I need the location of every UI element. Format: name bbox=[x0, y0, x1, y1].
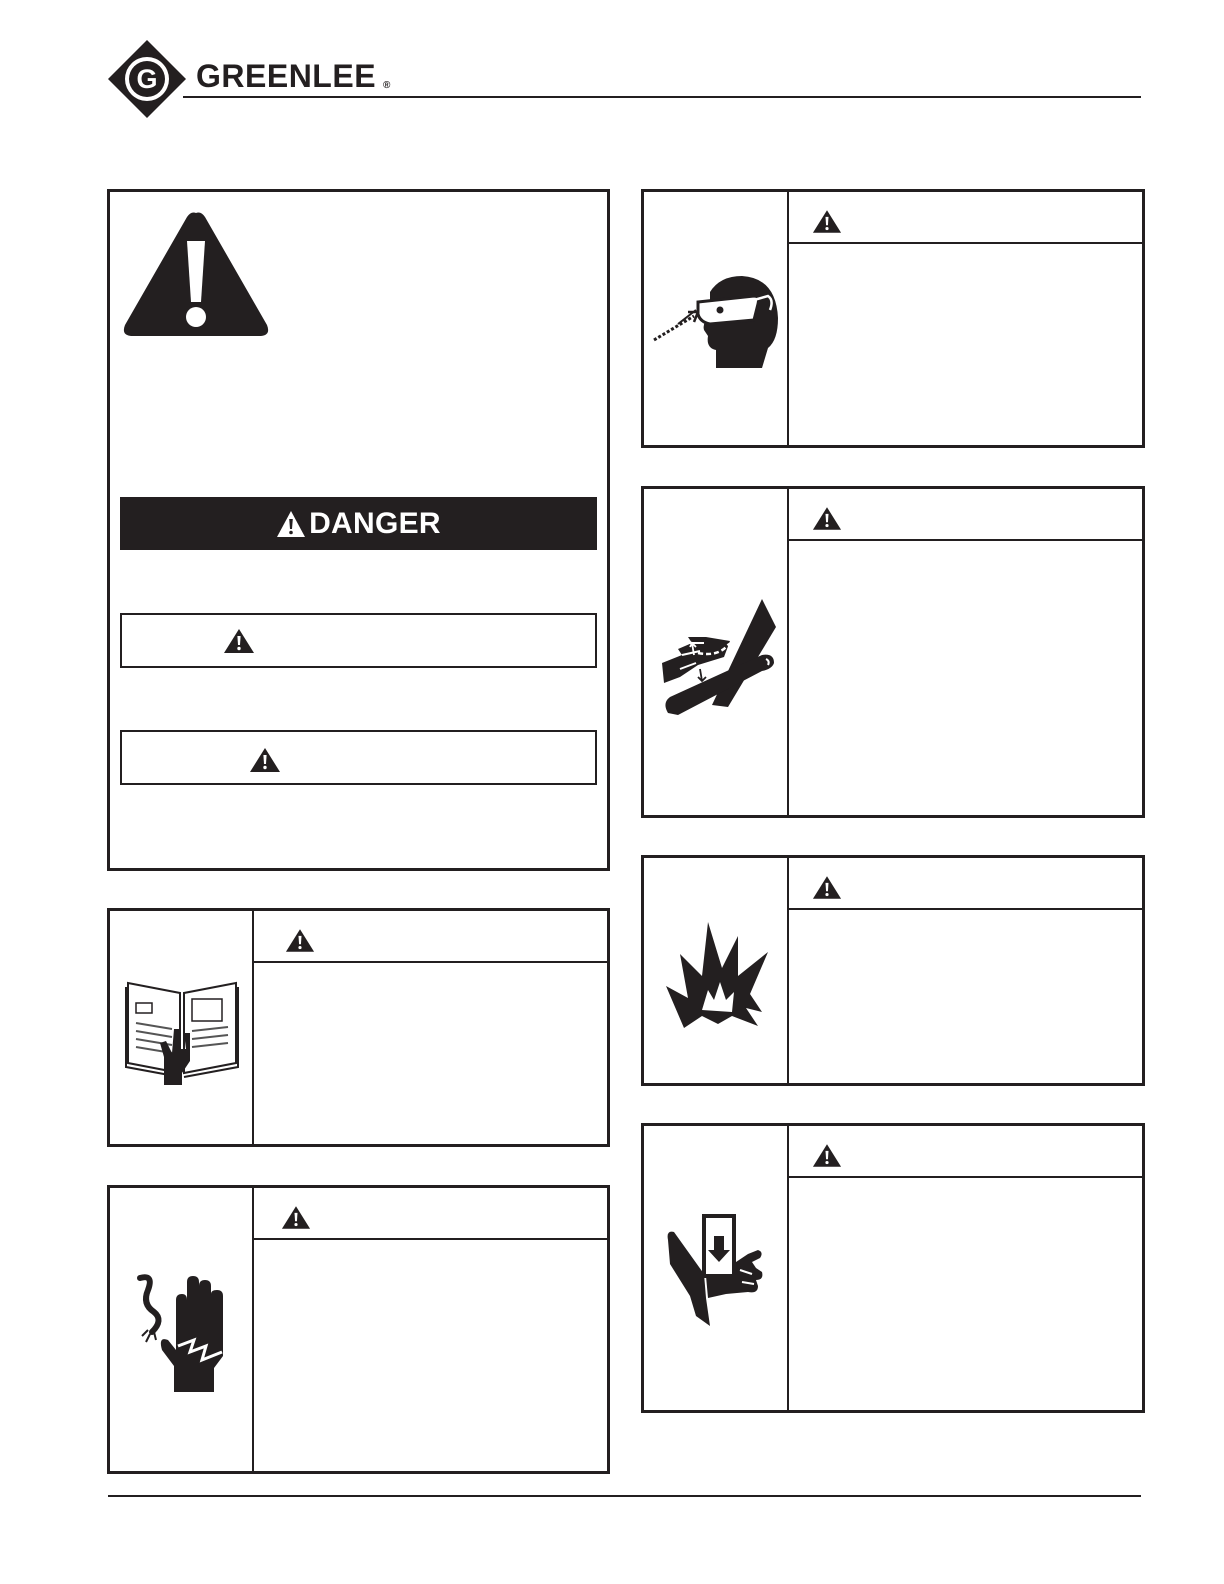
header-rule bbox=[183, 96, 1141, 98]
exclamation-triangle-icon bbox=[281, 1205, 311, 1230]
caution-signal-box bbox=[120, 730, 597, 785]
greenlee-diamond-logo-icon bbox=[108, 40, 186, 118]
electric-shock-hand-icon bbox=[132, 1270, 232, 1392]
explosion-warning-panel bbox=[641, 855, 1145, 1086]
exclamation-triangle-icon bbox=[285, 928, 315, 953]
danger-banner bbox=[120, 497, 597, 550]
warning-signal-box bbox=[120, 613, 597, 668]
exclamation-triangle-icon bbox=[223, 628, 255, 654]
explosion-icon bbox=[662, 920, 772, 1028]
pinch-point-crush-icon bbox=[666, 1214, 766, 1326]
read-manual-warning-panel bbox=[107, 908, 610, 1147]
eye-protection-warning-panel bbox=[641, 189, 1145, 448]
panel-header bbox=[787, 192, 1142, 244]
read-manual-icon bbox=[124, 973, 240, 1085]
large-safety-alert-icon bbox=[121, 207, 271, 339]
eye-protection-icon bbox=[650, 274, 780, 368]
panel-icon-cell bbox=[644, 1126, 789, 1410]
registered-mark: ® bbox=[383, 80, 391, 91]
panel-icon-cell bbox=[110, 911, 254, 1144]
panel-icon-cell bbox=[644, 858, 789, 1083]
brand-logo bbox=[108, 40, 408, 118]
panel-header bbox=[787, 1126, 1142, 1178]
brand-name: GREENLEE bbox=[196, 58, 377, 94]
danger-signal-word: DANGER bbox=[309, 506, 441, 540]
exclamation-triangle-icon bbox=[812, 1143, 842, 1168]
exclamation-triangle-icon bbox=[276, 510, 306, 538]
electric-shock-warning-panel bbox=[107, 1185, 610, 1474]
exclamation-triangle-icon bbox=[812, 506, 842, 531]
panel-icon-cell bbox=[644, 192, 789, 445]
safety-alert-box bbox=[107, 189, 610, 871]
exclamation-triangle-icon bbox=[812, 209, 842, 234]
panel-icon-cell bbox=[644, 489, 789, 815]
footer-rule bbox=[108, 1495, 1141, 1497]
panel-header bbox=[252, 1188, 607, 1240]
panel-header bbox=[787, 858, 1142, 910]
exclamation-triangle-icon bbox=[249, 747, 281, 773]
panel-header bbox=[252, 911, 607, 963]
flying-debris-cut-icon bbox=[658, 597, 780, 719]
panel-header bbox=[787, 489, 1142, 541]
exclamation-triangle-icon bbox=[812, 875, 842, 900]
flying-debris-warning-panel bbox=[641, 486, 1145, 818]
logo-mark-letter: G bbox=[136, 64, 158, 94]
panel-icon-cell bbox=[110, 1188, 254, 1471]
pinch-point-warning-panel bbox=[641, 1123, 1145, 1413]
